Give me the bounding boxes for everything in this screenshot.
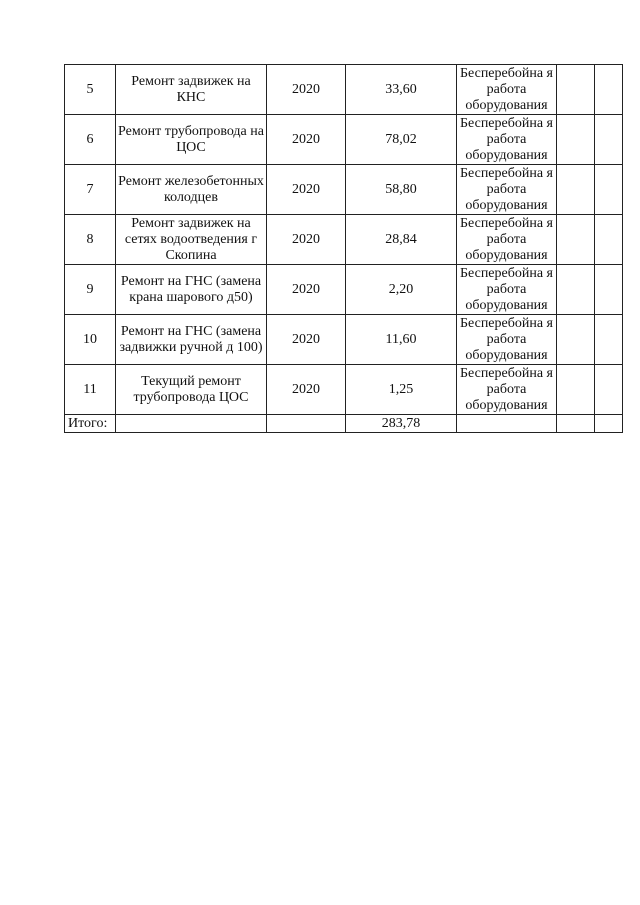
work-year: 2020	[267, 165, 346, 215]
work-amount: 58,80	[346, 165, 457, 215]
empty-cell	[595, 65, 623, 115]
work-amount: 1,25	[346, 365, 457, 415]
work-amount: 33,60	[346, 65, 457, 115]
work-result: Бесперебойна я работа оборудования	[457, 115, 557, 165]
empty-cell	[557, 415, 595, 433]
table-row	[65, 65, 623, 115]
empty-cell	[595, 315, 623, 365]
work-result: Бесперебойна я работа оборудования	[457, 265, 557, 315]
total-row	[65, 415, 623, 433]
work-name: Ремонт задвижек на сетях водоотведения г Скопина	[116, 215, 267, 265]
work-result: Бесперебойна я работа оборудования	[457, 165, 557, 215]
empty-cell	[557, 65, 595, 115]
empty-cell	[457, 415, 557, 433]
empty-cell	[595, 265, 623, 315]
empty-cell	[267, 415, 346, 433]
work-amount: 11,60	[346, 315, 457, 365]
work-year: 2020	[267, 315, 346, 365]
empty-cell	[595, 365, 623, 415]
empty-cell	[557, 365, 595, 415]
row-number: 6	[65, 115, 116, 165]
empty-cell	[595, 165, 623, 215]
row-number: 5	[65, 65, 116, 115]
table-row	[65, 115, 623, 165]
empty-cell	[557, 115, 595, 165]
row-number: 10	[65, 315, 116, 365]
empty-cell	[557, 265, 595, 315]
work-result: Бесперебойна я работа оборудования	[457, 315, 557, 365]
row-number: 11	[65, 365, 116, 415]
empty-cell	[595, 115, 623, 165]
work-name: Ремонт на ГНС (замена задвижки ручной д 100)	[116, 315, 267, 365]
work-amount: 78,02	[346, 115, 457, 165]
work-year: 2020	[267, 215, 346, 265]
empty-cell	[595, 215, 623, 265]
work-year: 2020	[267, 115, 346, 165]
row-number: 8	[65, 215, 116, 265]
work-year: 2020	[267, 65, 346, 115]
table-row	[65, 215, 623, 265]
work-name: Ремонт железобетонных колодцев	[116, 165, 267, 215]
table-row	[65, 365, 623, 415]
row-number: 7	[65, 165, 116, 215]
work-year: 2020	[267, 265, 346, 315]
table-row	[65, 165, 623, 215]
empty-cell	[557, 315, 595, 365]
work-result: Бесперебойна я работа оборудования	[457, 365, 557, 415]
work-year: 2020	[267, 365, 346, 415]
work-result: Бесперебойна я работа оборудования	[457, 65, 557, 115]
work-name: Ремонт на ГНС (замена крана шарового д50)	[116, 265, 267, 315]
work-name: Текущий ремонт трубопровода ЦОС	[116, 365, 267, 415]
work-result: Бесперебойна я работа оборудования	[457, 215, 557, 265]
work-amount: 28,84	[346, 215, 457, 265]
empty-cell	[557, 215, 595, 265]
works-table	[64, 64, 623, 433]
empty-cell	[116, 415, 267, 433]
empty-cell	[595, 415, 623, 433]
work-name: Ремонт трубопровода на ЦОС	[116, 115, 267, 165]
work-name: Ремонт задвижек на КНС	[116, 65, 267, 115]
total-label: Итого:	[65, 415, 116, 433]
total-amount: 283,78	[346, 415, 457, 433]
row-number: 9	[65, 265, 116, 315]
table-row	[65, 265, 623, 315]
work-amount: 2,20	[346, 265, 457, 315]
empty-cell	[557, 165, 595, 215]
table-row	[65, 315, 623, 365]
